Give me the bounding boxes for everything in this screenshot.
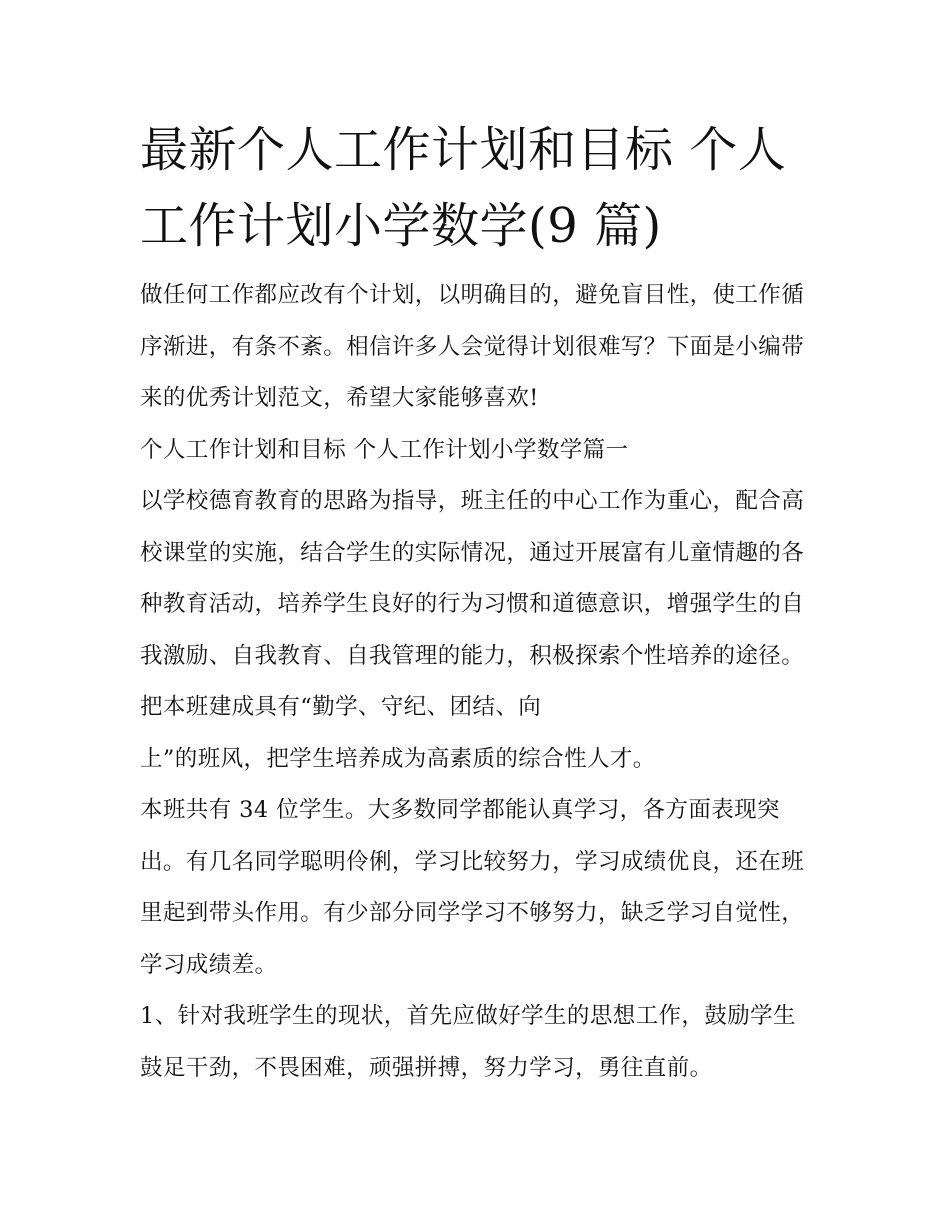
- measure-1-paragraph: 1、针对我班学生的现状，首先应做好学生的思想工作，鼓励学生鼓足干劲，不畏困难，顽强拼搏，努力学习，勇往直前。: [140, 1003, 796, 1081]
- document-title: [140, 112, 815, 264]
- class-situation-paragraph: 本班共有 34 位学生。大多数同学都能认真学习，各方面表现突出。有几名同学聪明伶俐，学习比较努力，学习成绩优良，还在班里起到带头作用。有少部分同学学习不够努力，缺乏学习自觉性，学习成绩差。: [140, 797, 805, 978]
- section-heading: 个人工作计划和目标 个人工作计划小学数学篇一: [140, 436, 629, 463]
- document-content: [140, 112, 815, 1094]
- title-line-2: 工作计划小学数学(9 篇): [140, 198, 662, 254]
- title-line-1: 最新个人工作计划和目标 个人: [140, 122, 787, 178]
- class-style-paragraph: 上”的班风，把学生培养成为高素质的综合性人才。: [140, 745, 656, 772]
- intro-paragraph: 做任何工作都应改有个计划，以明确目的，避免盲目性，使工作循序渐进，有条不紊。相信许多人会觉得计划很难写？下面是小编带来的优秀计划范文，希望大家能够喜欢!: [140, 282, 805, 411]
- guiding-ideology-paragraph: 以学校德育教育的思路为指导，班主任的中心工作为重心，配合高校课堂的实施，结合学生的实际情况，通过开展富有儿童情趣的各种教育活动，培养学生良好的行为习惯和道德意识，增强学生的自我激励、自我教育、自我管理的能力，积极探索个性培养的途径。把本班建成具有“勤学、守纪、团结、向: [140, 488, 805, 720]
